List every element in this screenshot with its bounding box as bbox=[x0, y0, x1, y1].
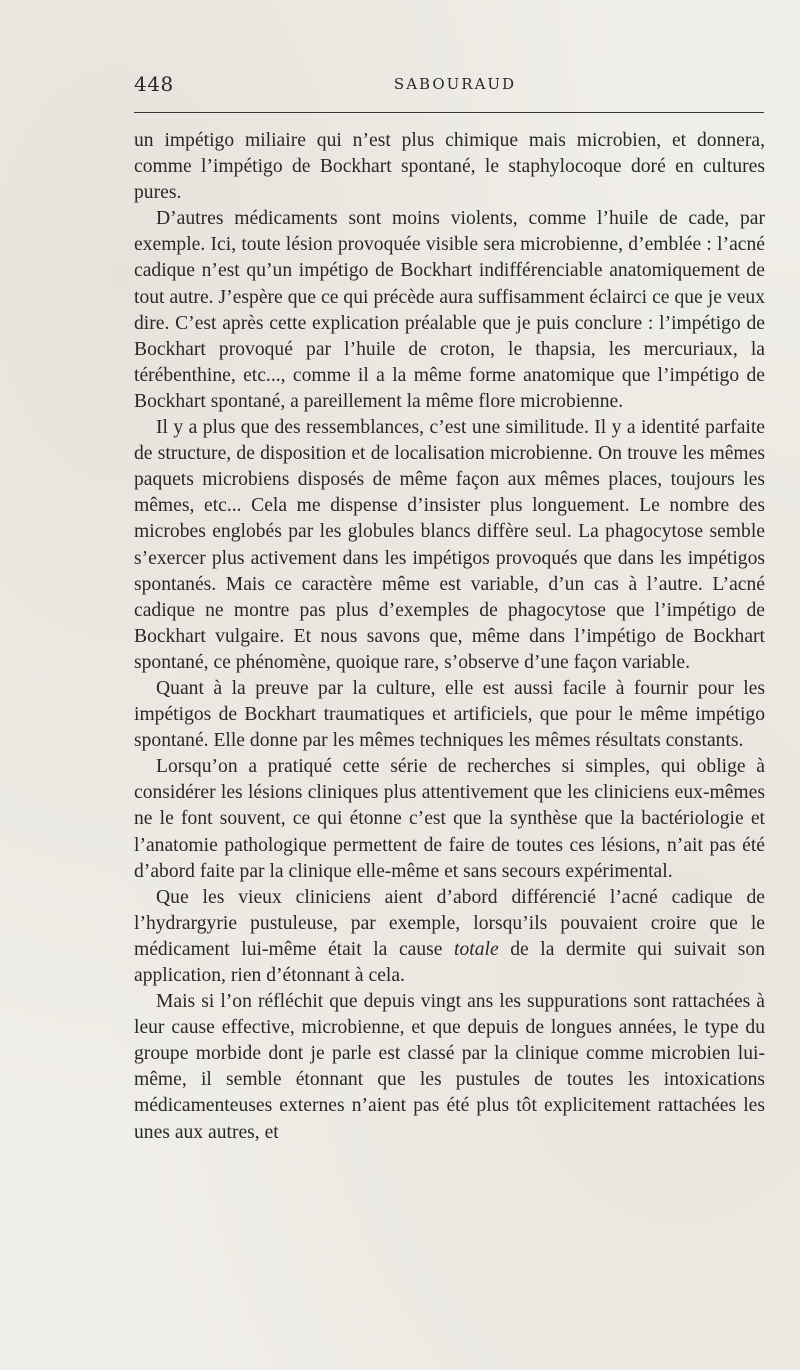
page-number: 448 bbox=[134, 72, 174, 96]
paragraph: Quant à la preuve par la culture, elle est aussi facile à fournir pour les impétigos de Bockhart traumatiques et artificiels, que pour le même impétigo spontané. Elle donne par les mêmes techniques les mêmes résultats constants. bbox=[134, 677, 765, 752]
header-rule bbox=[134, 112, 764, 113]
paragraph: D’autres médicaments sont moins violents, comme l’huile de cade, par exemple. Ici, toute lésion provoquée visible sera microbienne, d’emblée : l’acné cadique n’est qu’un impétigo de Bockhart indifférenciable anatomiquement de tout autre. J’espère que ce qui précède aura suffisamment éclairci ce que je veux dire. C’est après cette explication préalable que je puis conclure : l’impétigo de Bockhart provoqué par l’huile de croton, le thapsia, les mercuriaux, la térébenthine, etc..., comme il a la même forme anatomique que l’impétigo de Bockhart spontané, a pareillement la même flore microbienne. bbox=[134, 208, 765, 412]
paragraph: Mais si l’on réfléchit que depuis vingt ans les suppurations sont rattachées à leur cause effective, microbienne, et que depuis de longues années, le type du groupe morbide dont je parle est classé par la clinique comme microbien lui-même, il semble étonnant que les pustules de toutes les intoxications médicamenteuses externes n’aient pas été plus tôt explicitement rattachées les unes aux autres, et bbox=[134, 991, 765, 1143]
page-header bbox=[134, 72, 764, 106]
paragraph-text: de la dermite qui suivait son application, rien d’étonnant à cela. bbox=[134, 938, 766, 986]
paragraph-text: Que les vieux cliniciens aient d’abord différencié l’acné cadique de l’hydrargyrie pustuleuse, par exemple, lorsqu’ils pouvaient croire que le médicament lui-même était la cause bbox=[134, 886, 765, 960]
paragraph bbox=[134, 885, 765, 989]
body-text bbox=[134, 128, 765, 1146]
italic-emphasis: totale bbox=[454, 938, 499, 960]
paragraph: Lorsqu’on a pratiqué cette série de recherches si simples, qui oblige à considérer les lésions cliniques plus attentivement que les cliniciens eux-mêmes ne le font souvent, ce qui étonne c’est que la synthèse que la bactériologie et l’anatomie pathologique permettent de faire de toutes ces lésions, n’ait pas été d’abord faite par la clinique elle-même et sans secours expérimental. bbox=[134, 756, 765, 882]
paragraph: Il y a plus que des ressemblances, c’est une similitude. Il y a identité parfaite de structure, de disposition et de localisation microbienne. On trouve les mêmes paquets microbiens disposés de même façon aux mêmes places, toujours les mêmes, etc... Cela me dispense d’insister plus longuement. Le nombre des microbes englobés par les globules blancs diffère seul. La phagocytose semble s’exercer plus activement dans les impétigos provoqués que dans les impétigos spontanés. Mais ce caractère même est variable, d’un cas à l’autre. L’acné cadique ne montre pas plus d’exemples de phagocytose que l’impétigo de Bockhart vulgaire. Et nous savons que, même dans l’impétigo de Bockhart spontané, ce phénomène, quoique rare, s’observe d’une façon variable. bbox=[134, 417, 765, 673]
running-head: SABOURAUD bbox=[393, 75, 517, 93]
paragraph-continued: un impétigo miliaire qui n’est plus chimique mais microbien, et donnera, comme l’impétigo de Bockhart spontané, le staphylocoque doré en cultures pures. bbox=[134, 130, 765, 204]
